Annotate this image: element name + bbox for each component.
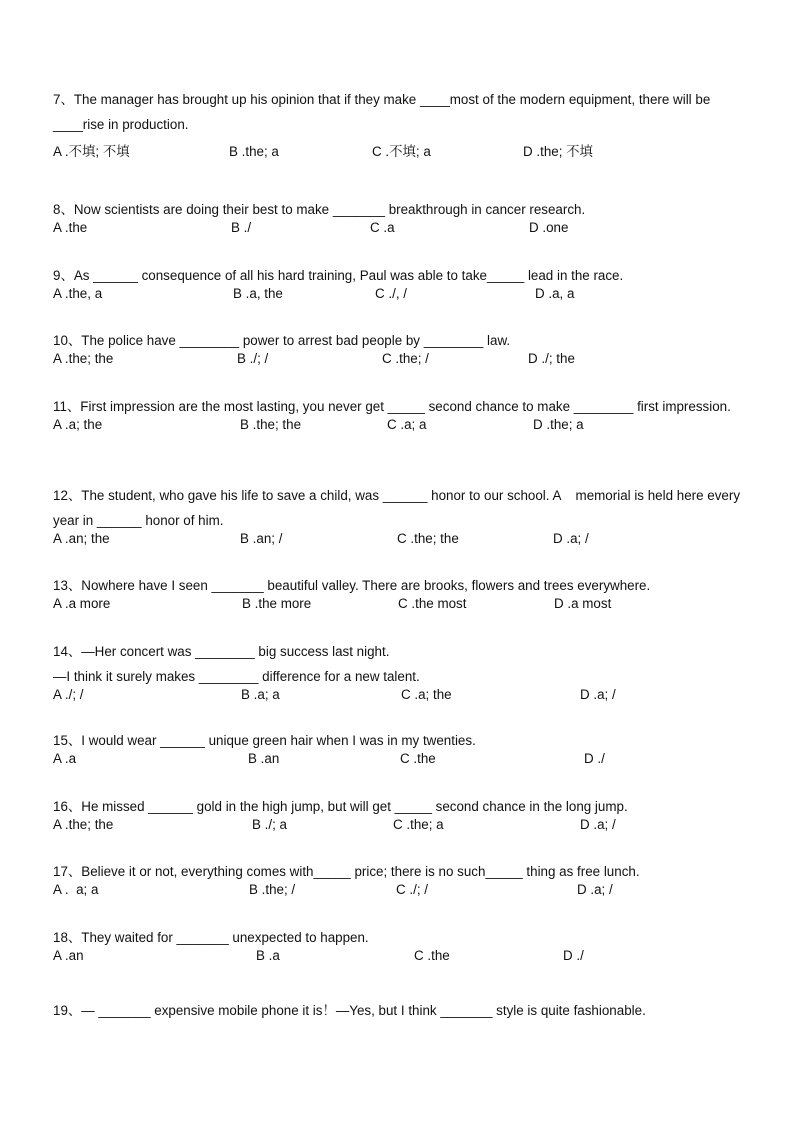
question-stem: 19、— _______ expensive mobile phone it is！—Yes, but I think _______ style is quite fashionable. — [53, 1003, 646, 1018]
option-b: B .the more — [242, 596, 312, 611]
question-17 — [53, 859, 743, 899]
option-b: B .an — [248, 751, 280, 766]
question-stem: 7、The manager has brought up his opinion that if they make ____most of the modern equipment, there will be ____rise in production. — [53, 92, 715, 132]
question-stem: 14、—Her concert was ________ big success last night. —I think it surely makes ________ difference for a new talent. — [53, 644, 420, 684]
question-12 — [53, 483, 743, 548]
question-9 — [53, 263, 743, 303]
answer-options — [53, 815, 743, 834]
option-d: D .the; 不填 — [523, 144, 593, 159]
option-d: D ./; the — [528, 351, 575, 366]
question-stem: 18、They waited for _______ unexpected to happen. — [53, 930, 369, 945]
answer-options — [53, 749, 743, 768]
option-b: B .a — [256, 948, 280, 963]
option-c: C .the — [414, 948, 450, 963]
question-stem: 12、The student, who gave his life to save a child, was ______ honor to our school. A memorial is held here every year in ______ honor of him. — [53, 488, 744, 528]
option-d: D .a; / — [580, 687, 616, 702]
question-15 — [53, 728, 743, 768]
question-16 — [53, 794, 743, 834]
option-b: B .the; / — [249, 882, 296, 897]
option-b: B .a, the — [233, 286, 283, 301]
question-8 — [53, 197, 743, 237]
option-d: D .a, a — [535, 286, 575, 301]
option-a: A . a; a — [53, 882, 99, 897]
option-a: A .the; the — [53, 817, 114, 832]
option-c: C .the; a — [393, 817, 444, 832]
option-b: B ./; / — [237, 351, 269, 366]
option-d: D .a; / — [553, 531, 589, 546]
question-stem: 15、I would wear ______ unique green hair when I was in my twenties. — [53, 733, 476, 748]
option-a: A .a more — [53, 596, 111, 611]
option-c: C .a; a — [387, 417, 427, 432]
option-a: A .an — [53, 948, 84, 963]
option-a: A .an; the — [53, 531, 110, 546]
question-18 — [53, 925, 743, 965]
option-c: C .a; the — [401, 687, 452, 702]
question-11 — [53, 394, 743, 434]
option-a: A ./; / — [53, 687, 84, 702]
option-d: D .a; / — [577, 882, 613, 897]
option-c: C .the; / — [382, 351, 429, 366]
answer-options — [53, 529, 743, 548]
option-b: B ./; a — [252, 817, 287, 832]
answer-options — [53, 946, 743, 965]
option-a: A .the — [53, 220, 88, 235]
answer-options — [53, 349, 743, 368]
answer-options — [53, 685, 743, 704]
question-stem: 9、As ______ consequence of all his hard training, Paul was able to take_____ lead in the race. — [53, 268, 624, 283]
question-19 — [53, 998, 743, 1023]
option-a: A .不填; 不填 — [53, 144, 130, 159]
option-a: A .a; the — [53, 417, 103, 432]
option-d: D ./ — [584, 751, 605, 766]
question-stem: 11、First impression are the most lasting, you never get _____ second chance to make ________ first impression. — [53, 399, 731, 414]
option-d: D .a; / — [580, 817, 616, 832]
question-stem: 13、Nowhere have I seen _______ beautiful valley. There are brooks, flowers and trees everywhere. — [53, 578, 651, 593]
option-c: C .the most — [398, 596, 467, 611]
answer-options — [53, 880, 743, 899]
question-stem: 10、The police have ________ power to arrest bad people by ________ law. — [53, 333, 511, 348]
option-c: C .the; the — [397, 531, 459, 546]
answer-options — [53, 415, 743, 434]
option-d: D .the; a — [533, 417, 584, 432]
question-13 — [53, 573, 743, 613]
option-b: B .the; the — [240, 417, 302, 432]
option-b: B ./ — [231, 220, 252, 235]
option-b: B .an; / — [240, 531, 283, 546]
option-d: D ./ — [563, 948, 584, 963]
option-d: D .a most — [554, 596, 612, 611]
option-c: C ./, / — [375, 286, 407, 301]
answer-options — [53, 594, 743, 613]
question-stem: 8、Now scientists are doing their best to make _______ breakthrough in cancer research. — [53, 202, 586, 217]
answer-options — [53, 284, 743, 303]
question-10 — [53, 328, 743, 368]
option-b: B .the; a — [229, 144, 279, 159]
option-c: C ./; / — [396, 882, 428, 897]
option-d: D .one — [529, 220, 569, 235]
question-stem: 16、He missed ______ gold in the high jump, but will get _____ second chance in the long jump. — [53, 799, 628, 814]
option-b: B .a; a — [241, 687, 280, 702]
question-7 — [53, 87, 743, 161]
question-14 — [53, 639, 743, 704]
option-a: A .the, a — [53, 286, 103, 301]
option-c: C .a — [370, 220, 395, 235]
option-c: C .the — [400, 751, 436, 766]
option-c: C .不填; a — [372, 144, 431, 159]
option-a: A .the; the — [53, 351, 114, 366]
question-stem: 17、Believe it or not, everything comes with_____ price; there is no such_____ thing as free lunch. — [53, 864, 640, 879]
answer-options — [53, 142, 743, 161]
option-a: A .a — [53, 751, 77, 766]
answer-options — [53, 218, 743, 237]
